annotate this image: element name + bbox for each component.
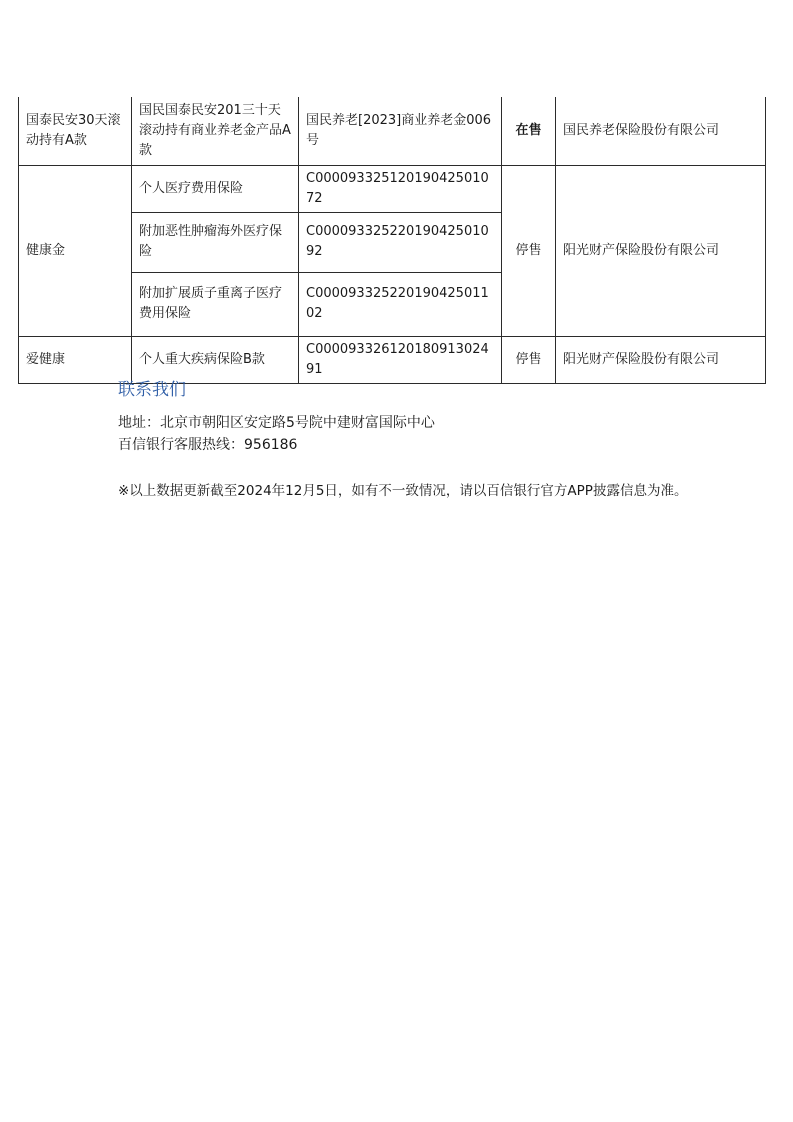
table-row xyxy=(19,336,766,383)
product-cell: 爱健康 xyxy=(19,336,132,383)
insurance-name-cell: 国民国泰民安201三十天滚动持有商业养老金产品A款 xyxy=(132,97,299,165)
product-table xyxy=(18,97,766,384)
contact-section xyxy=(118,378,718,456)
table-row xyxy=(19,165,766,212)
table-row xyxy=(19,97,766,165)
registration-code-cell: C00009332512019042501072 xyxy=(299,165,502,212)
contact-heading: 联系我们 xyxy=(118,380,186,400)
insurance-name-cell: 个人重大疾病保险B款 xyxy=(132,336,299,383)
status-cell: 停售 xyxy=(502,336,556,383)
disclaimer-note: ※以上数据更新截至2024年12月5日，如有不一致情况，请以百信银行官方APP披露信息为准。 xyxy=(118,483,688,499)
company-cell: 阳光财产保险股份有限公司 xyxy=(556,336,766,383)
registration-code-cell: C00009332522019042501102 xyxy=(299,272,502,336)
product-cell: 健康金 xyxy=(19,165,132,336)
status-cell: 停售 xyxy=(502,165,556,336)
insurance-name-cell: 附加恶性肿瘤海外医疗保险 xyxy=(132,212,299,272)
insurance-name-cell: 附加扩展质子重离子医疗费用保险 xyxy=(132,272,299,336)
company-cell: 阳光财产保险股份有限公司 xyxy=(556,165,766,336)
contact-address: 地址：北京市朝阳区安定路5号院中建财富国际中心 xyxy=(118,415,435,431)
registration-code-cell: C00009332522019042501092 xyxy=(299,212,502,272)
contact-hotline: 百信银行客服热线：956186 xyxy=(118,437,298,453)
registration-code-cell: 国民养老[2023]商业养老金006号 xyxy=(299,97,502,165)
status-cell: 在售 xyxy=(502,97,556,165)
insurance-name-cell: 个人医疗费用保险 xyxy=(132,165,299,212)
registration-code-cell: C00009332612018091302491 xyxy=(299,336,502,383)
product-cell: 国泰民安30天滚动持有A款 xyxy=(19,97,132,165)
company-cell: 国民养老保险股份有限公司 xyxy=(556,97,766,165)
